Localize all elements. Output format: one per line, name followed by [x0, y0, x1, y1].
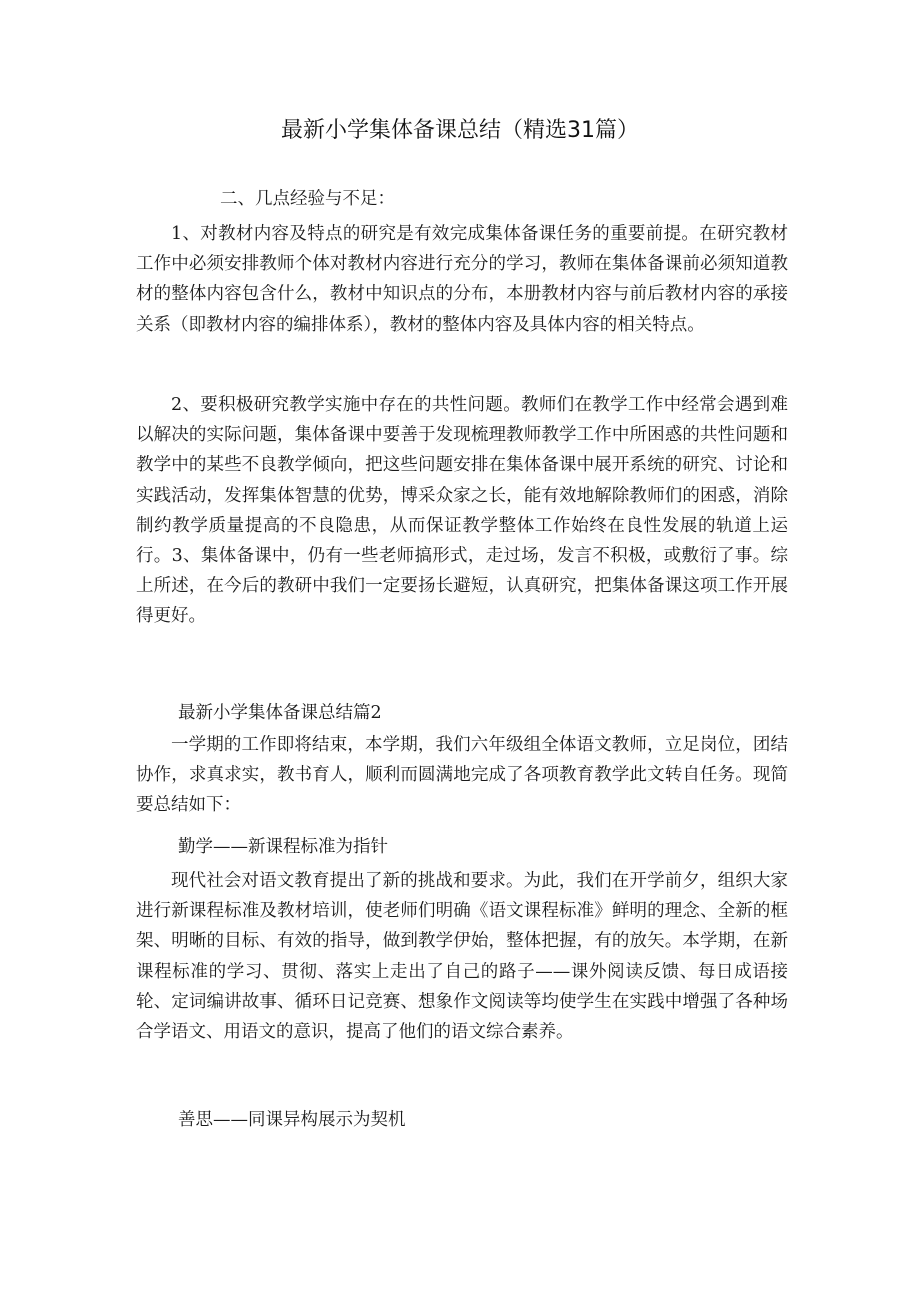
section-heading: 二、几点经验与不足： [220, 189, 395, 209]
subheading: 善思——同课异构展示为契机 [178, 1110, 406, 1130]
article-title: 最新小学集体备课总结篇2 [178, 703, 382, 723]
paragraph: 1、对教材内容及特点的研究是有效完成集体备课任务的重要前提。在研究教材工作中必须安排教师个体对教材内容进行充分的学习，教师在集体备课前必须知道教材的整体内容包含什么，教材中知识点的分布，本册教材内容与前后教材内容的承接关系（即教材内容的编排体系），教材的整体内容及具体内容的相关特点。 [136, 224, 788, 335]
document-title: 最新小学集体备课总结（精选31篇） [281, 118, 639, 143]
subheading: 勤学——新课程标准为指针 [178, 837, 388, 857]
paragraph: 现代社会对语文教育提出了新的挑战和要求。为此，我们在开学前夕，组织大家进行新课程标准及教材培训，使老师们明确《语文课程标准》鲜明的理念、全新的框架、明晰的目标、有效的指导，做到教学伊始，整体把握，有的放矢。本学期，在新课程标准的学习、贯彻、落实上走出了自己的路子——课外阅读反馈、每日成语接轮、定词编讲故事、循环日记竞赛、想象作文阅读等均使学生在实践中增强了各种场合学语文、用语文的意识，提高了他们的语文综合素养。 [136, 871, 788, 1043]
paragraph: 2、要积极研究教学实施中存在的共性问题。教师们在教学工作中经常会遇到难以解决的实际问题，集体备课中要善于发现梳理教师教学工作中所困惑的共性问题和教学中的某些不良教学倾向，把这些问题安排在集体备课中展开系统的研究、讨论和实践活动，发挥集体智慧的优势，博采众家之长，能有效地解除教师们的困惑，消除制约教学质量提高的不良隐患，从而保证教学整体工作始终在良性发展的轨道上运行。3、集体备课中，仍有一些老师搞形式，走过场，发言不积极，或敷衍了事。综上所述，在今后的教研中我们一定要扬长避短，认真研究，把集体备课这项工作开展得更好。 [136, 395, 788, 627]
paragraph: 一学期的工作即将结束，本学期，我们六年级组全体语文教师，立足岗位，团结协作，求真求实，教书育人，顺利而圆满地完成了各项教育教学此文转自任务。现简要总结如下： [136, 735, 788, 816]
